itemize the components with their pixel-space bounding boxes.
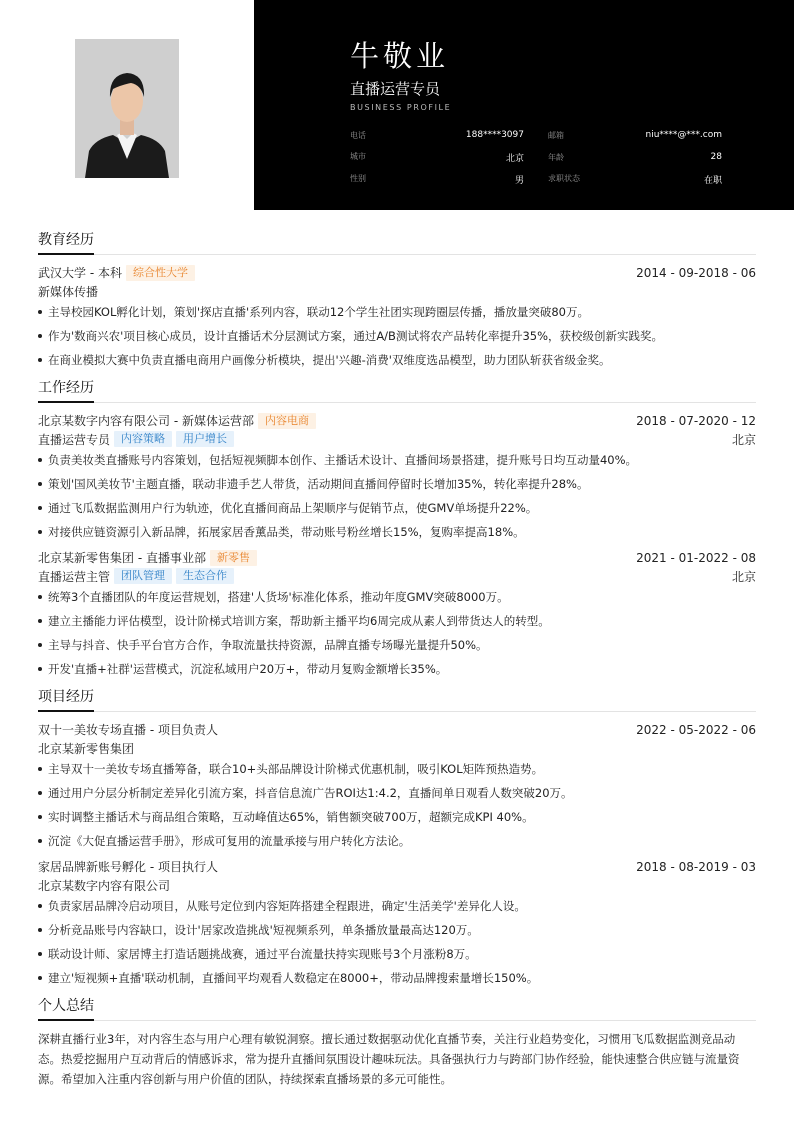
section-title xyxy=(38,687,756,712)
education-date: 2014 - 09-2018 - 06 xyxy=(636,265,756,280)
candidate-name: 牛敬业 xyxy=(350,39,450,73)
list-item: 策划'国风美妆节'主题直播，联动非遗手艺人带货，活动期间直播间停留时长增加35%，转化率提升28%。 xyxy=(38,476,756,492)
project-bullets xyxy=(38,761,756,849)
school-name: 武汉大学 - 本科 xyxy=(38,266,122,280)
education-title: 教育经历 xyxy=(38,232,94,248)
project-bullets xyxy=(38,898,756,986)
school-tag: 综合性大学 xyxy=(126,265,195,281)
city-field xyxy=(350,151,524,164)
list-item: 通过用户分层分析制定差异化引流方案，抖音信息流广告ROI达1:4.2，直播间单日观看人数突破20万。 xyxy=(38,785,756,801)
role-tag: 生态合作 xyxy=(176,568,234,584)
email-label: 邮箱 xyxy=(548,130,564,140)
project-head xyxy=(38,720,756,739)
list-item: 建立主播能力评估模型，设计阶梯式培训方案，帮助新主播平均6周完成从素人到带货达人的转型。 xyxy=(38,613,756,629)
job-head xyxy=(38,411,756,430)
email-value: niu****@***.com xyxy=(645,129,722,140)
list-item: 主导双十一美妆专场直播筹备，联合10+头部品牌设计阶梯式优惠机制，吸引KOL矩阵预热造势。 xyxy=(38,761,756,777)
project-org: 北京某数字内容有限公司 xyxy=(38,878,171,893)
project-head xyxy=(38,857,756,876)
job-date: 2018 - 07-2020 - 12 xyxy=(636,413,756,428)
job-status-value: 在职 xyxy=(703,175,722,186)
job-bullets xyxy=(38,589,756,677)
list-item: 联动设计师、家居博主打造话题挑战赛，通过平台流量扶持实现账号3个月涨粉8万。 xyxy=(38,946,756,962)
phone-value: 188****3097 xyxy=(465,129,524,140)
email-field xyxy=(548,130,722,141)
title-underline xyxy=(38,1019,94,1021)
age-label: 年龄 xyxy=(548,152,564,162)
age-value: 28 xyxy=(710,151,722,162)
phone-field xyxy=(350,130,524,141)
job-city: 北京 xyxy=(731,432,756,447)
education-bullets xyxy=(38,304,756,368)
age-field xyxy=(548,152,722,163)
title-underline xyxy=(38,710,94,712)
info-row xyxy=(350,168,722,190)
job-status-field xyxy=(548,173,722,186)
resume-header xyxy=(0,0,794,210)
major: 新媒体传播 xyxy=(38,284,99,299)
major-line xyxy=(38,282,756,300)
job-date: 2021 - 01-2022 - 08 xyxy=(636,550,756,565)
list-item: 通过飞瓜数据监测用户行为轨迹，优化直播间商品上架顺序与促销节点，使GMV单场提升22%。 xyxy=(38,500,756,516)
header-panel xyxy=(254,0,794,210)
project-entry xyxy=(38,857,756,986)
project-org-line xyxy=(38,739,756,757)
job-bullets xyxy=(38,452,756,540)
list-item: 在商业模拟大赛中负责直播电商用户画像分析模块，提出'兴趣-消费'双维度选品模型，助力团队斩获省级金奖。 xyxy=(38,352,756,368)
list-item: 负责美妆类直播账号内容策划，包括短视频脚本创作、主播话术设计、直播间场景搭建，提升账号日均互动量40%。 xyxy=(38,452,756,468)
job-head xyxy=(38,548,756,567)
projects-title: 项目经历 xyxy=(38,689,94,705)
role-name: 直播运营专员 xyxy=(38,432,111,447)
work-section xyxy=(38,378,756,677)
project-name: 家居品牌新账号孵化 - 项目执行人 xyxy=(38,860,218,874)
role-tag: 用户增长 xyxy=(176,431,234,447)
contact-info-grid xyxy=(350,124,722,190)
resume-body xyxy=(38,230,756,1099)
project-date: 2018 - 08-2019 - 03 xyxy=(636,859,756,874)
list-item: 开发'直播+社群'运营模式，沉淀私域用户20万+，带动月复购金额增长35%。 xyxy=(38,661,756,677)
job-title: 直播运营专员 xyxy=(350,80,441,98)
project-date: 2022 - 05-2022 - 06 xyxy=(636,722,756,737)
gender-label: 性别 xyxy=(350,173,366,183)
job-city: 北京 xyxy=(731,569,756,584)
section-title xyxy=(38,230,756,255)
list-item: 统筹3个直播团队的年度运营规划，搭建'人货场'标准化体系，推动年度GMV突破8000万。 xyxy=(38,589,756,605)
list-item: 分析竞品账号内容缺口，设计'居家改造挑战'短视频系列，单条播放量最高达120万。 xyxy=(38,922,756,938)
gender-field xyxy=(350,173,524,186)
section-title xyxy=(38,378,756,403)
list-item: 建立'短视频+直播'联动机制，直播间平均观看人数稳定在8000+，带动品牌搜索量增长150%。 xyxy=(38,970,756,986)
list-item: 对接供应链资源引入新品牌，拓展家居香薰品类，带动账号粉丝增长15%，复购率提高18%。 xyxy=(38,524,756,540)
city-value: 北京 xyxy=(505,153,524,164)
business-profile-label: BUSINESS PROFILE xyxy=(350,103,452,112)
project-entry xyxy=(38,720,756,849)
list-item: 作为'数商兴农'项目核心成员，设计直播话术分层测试方案，通过A/B测试将农产品转化率提升35%，获校级创新实践奖。 xyxy=(38,328,756,344)
projects-section xyxy=(38,687,756,986)
job-status-label: 求职状态 xyxy=(548,173,580,183)
portrait-image xyxy=(75,39,179,178)
company-name: 北京某数字内容有限公司 - 新媒体运营部 xyxy=(38,414,254,428)
role-name: 直播运营主管 xyxy=(38,569,111,584)
project-org-line xyxy=(38,876,756,894)
list-item: 沉淀《大促直播运营手册》，形成可复用的流量承接与用户转化方法论。 xyxy=(38,833,756,849)
work-title: 工作经历 xyxy=(38,380,94,396)
role-line xyxy=(38,430,756,448)
summary-text: 深耕直播行业3年，对内容生态与用户心理有敏锐洞察。擅长通过数据驱动优化直播节奏，关注行业趋势变化，习惯用飞瓜数据监测竞品动态。热爱挖掘用户互动背后的情感诉求，常为提升直播间氛围设计趣味玩法。具备强执行力与跨部门协作经验，能快速整合供应链与流量资源。希望加入注重内容创新与用户价值的团队，持续探索直播场景的多元可能性。 xyxy=(38,1032,740,1086)
job-entry xyxy=(38,411,756,540)
list-item: 实时调整主播话术与商品组合策略，互动峰值达65%，销售额突破700万，超额完成KPI 40%。 xyxy=(38,809,756,825)
role-line xyxy=(38,567,756,585)
list-item: 负责家居品牌冷启动项目，从账号定位到内容矩阵搭建全程跟进，确定'生活美学'差异化人设。 xyxy=(38,898,756,914)
gender-value: 男 xyxy=(514,175,524,186)
phone-label: 电话 xyxy=(350,130,366,140)
job-entry xyxy=(38,548,756,677)
education-entry-head xyxy=(38,263,756,282)
summary-title: 个人总结 xyxy=(38,998,94,1014)
list-item: 主导与抖音、快手平台官方合作，争取流量扶持资源，品牌直播专场曝光量提升50%。 xyxy=(38,637,756,653)
project-org: 北京某新零售集团 xyxy=(38,741,135,756)
title-underline xyxy=(38,253,94,255)
list-item: 主导校园KOL孵化计划，策划'探店直播'系列内容，联动12个学生社团实现跨圈层传播，播放量突破80万。 xyxy=(38,304,756,320)
info-row xyxy=(350,146,722,168)
role-tag: 内容策略 xyxy=(114,431,172,447)
company-name: 北京某新零售集团 - 直播事业部 xyxy=(38,551,206,565)
company-tag: 新零售 xyxy=(210,550,257,566)
summary-section xyxy=(38,996,756,1089)
project-name: 双十一美妆专场直播 - 项目负责人 xyxy=(38,723,218,737)
role-tag: 团队管理 xyxy=(114,568,172,584)
section-title xyxy=(38,996,756,1021)
education-section xyxy=(38,230,756,368)
company-tag: 内容电商 xyxy=(258,413,316,429)
city-label: 城市 xyxy=(350,151,366,161)
info-row xyxy=(350,124,722,146)
profile-photo xyxy=(75,39,179,178)
title-underline xyxy=(38,401,94,403)
